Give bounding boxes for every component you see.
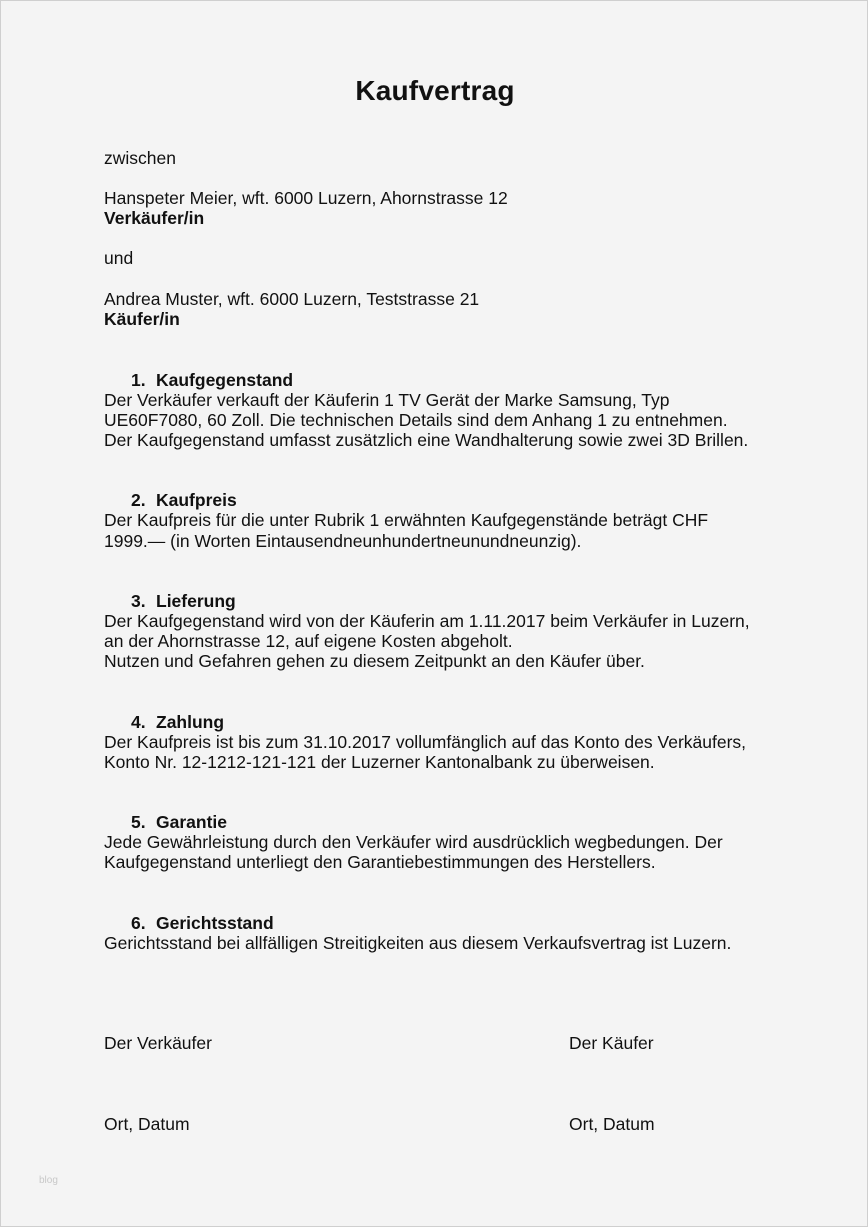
- section-heading: [131, 370, 293, 390]
- section-heading: [131, 591, 236, 611]
- section-line: Kaufgegenstand unterliegt den Garantiebestimmungen des Herstellers.: [104, 852, 656, 872]
- section-title: Kaufpreis: [156, 490, 237, 510]
- buyer-place-date: Ort, Datum: [569, 1114, 655, 1134]
- intro-between: zwischen: [104, 148, 176, 168]
- section-line: an der Ahornstrasse 12, auf eigene Kosten abgeholt.: [104, 631, 513, 651]
- buyer-role: Käufer/in: [104, 309, 180, 329]
- section-title: Lieferung: [156, 591, 236, 611]
- buyer-signature-label: Der Käufer: [569, 1033, 654, 1053]
- seller-line: Hanspeter Meier, wft. 6000 Luzern, Ahornstrasse 12: [104, 188, 508, 208]
- section-line: Nutzen und Gefahren gehen zu diesem Zeitpunkt an den Käufer über.: [104, 651, 645, 671]
- section-title: Gerichtsstand: [156, 913, 274, 933]
- section-line: UE60F7080, 60 Zoll. Die technischen Details sind dem Anhang 1 zu entnehmen.: [104, 410, 728, 430]
- section-number: 6.: [131, 913, 146, 933]
- section-heading: [131, 812, 227, 832]
- section-line: Der Kaufgegenstand umfasst zusätzlich eine Wandhalterung sowie zwei 3D Brillen.: [104, 430, 749, 450]
- section-heading: [131, 490, 237, 510]
- section-title: Kaufgegenstand: [156, 370, 294, 390]
- section-number: 4.: [131, 712, 146, 732]
- section-line: Der Kaufgegenstand wird von der Käuferin am 1.11.2017 beim Verkäufer in Luzern,: [104, 611, 750, 631]
- section-line: Der Verkäufer verkauft der Käuferin 1 TV Gerät der Marke Samsung, Typ: [104, 390, 670, 410]
- section-number: 3.: [131, 591, 146, 611]
- section-line: Konto Nr. 12-1212-121-121 der Luzerner Kantonalbank zu überweisen.: [104, 752, 655, 772]
- section-number: 2.: [131, 490, 146, 510]
- section-line: Jede Gewährleistung durch den Verkäufer wird ausdrücklich wegbedungen. Der: [104, 832, 723, 852]
- section-number: 1.: [131, 370, 146, 390]
- section-heading: [131, 712, 224, 732]
- intro-and: und: [104, 248, 134, 268]
- section-title: Zahlung: [156, 712, 225, 732]
- seller-signature-label: Der Verkäufer: [104, 1033, 212, 1053]
- document-title: Kaufvertrag: [355, 75, 515, 106]
- watermark: blog: [39, 1175, 58, 1186]
- section-heading: [131, 913, 274, 933]
- section-title: Garantie: [156, 812, 227, 832]
- buyer-line: Andrea Muster, wft. 6000 Luzern, Teststrasse 21: [104, 289, 480, 309]
- section-line: 1999.— (in Worten Eintausendneunhundertneunundneunzig).: [104, 531, 582, 551]
- section-line: Der Kaufpreis für die unter Rubrik 1 erwähnten Kaufgegenstände beträgt CHF: [104, 510, 709, 530]
- section-line: Der Kaufpreis ist bis zum 31.10.2017 vollumfänglich auf das Konto des Verkäufers,: [104, 732, 747, 752]
- section-line: Gerichtsstand bei allfälligen Streitigkeiten aus diesem Verkaufsvertrag ist Luzern.: [104, 933, 732, 953]
- seller-place-date: Ort, Datum: [104, 1114, 190, 1134]
- seller-role: Verkäufer/in: [104, 208, 205, 228]
- section-number: 5.: [131, 812, 146, 832]
